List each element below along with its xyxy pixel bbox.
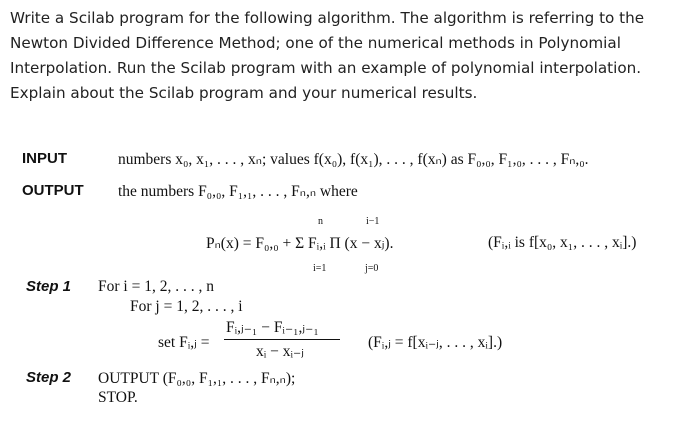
step1-set: set Fᵢ,ⱼ =	[158, 334, 210, 351]
sum-lower-limit: i=1	[313, 263, 327, 274]
step1-outer-loop: For i = 1, 2, . . . , n	[98, 278, 214, 295]
step1-numerator: Fᵢ,ⱼ₋₁ − Fᵢ₋₁,ⱼ₋₁	[226, 319, 319, 336]
formula-text: Pₙ(x) = F₀,₀ + Σ Fᵢ,ᵢ Π (x − xⱼ).	[206, 235, 394, 252]
formula-note: (Fᵢ,ᵢ is f[x₀, x₁, . . . , xᵢ].)	[488, 234, 637, 251]
stop-text: STOP.	[98, 389, 138, 406]
input-text: numbers x₀, x₁, . . . , xₙ; values f(x₀), f(x₁), . . . , f(xₙ) as F₀,₀, F₁,₀, . . . , Fₙ,₀.	[118, 151, 589, 168]
step1-note: (Fᵢ,ⱼ = f[xᵢ₋ⱼ, . . . , xᵢ].)	[368, 334, 503, 351]
step1-label: Step 1	[26, 278, 72, 295]
step1-denominator: xᵢ − xᵢ₋ⱼ	[256, 343, 304, 360]
product-lower-limit: j=0	[365, 263, 379, 274]
input-label: INPUT	[22, 150, 67, 167]
step1-inner-loop: For j = 1, 2, . . . , i	[130, 298, 243, 315]
output-label: OUTPUT	[22, 182, 84, 199]
sum-upper-limit: n	[318, 216, 323, 227]
output-text: the numbers F₀,₀, F₁,₁, . . . , Fₙ,ₙ where	[118, 183, 358, 200]
step2-text: OUTPUT (F₀,₀, F₁,₁, . . . , Fₙ,ₙ);	[98, 370, 296, 387]
question-line: Explain about the Scilab program and your numerical results.	[10, 84, 478, 102]
question-line: Write a Scilab program for the following algorithm. The algorithm is referring to the	[10, 9, 645, 27]
question-line: Interpolation. Run the Scilab program with an example of polynomial interpolation.	[10, 59, 642, 77]
fraction-bar	[224, 339, 340, 340]
question-line: Newton Divided Difference Method; one of the numerical methods in Polynomial	[10, 34, 621, 52]
step2-label: Step 2	[26, 369, 72, 386]
product-upper-limit: i−1	[366, 216, 380, 227]
